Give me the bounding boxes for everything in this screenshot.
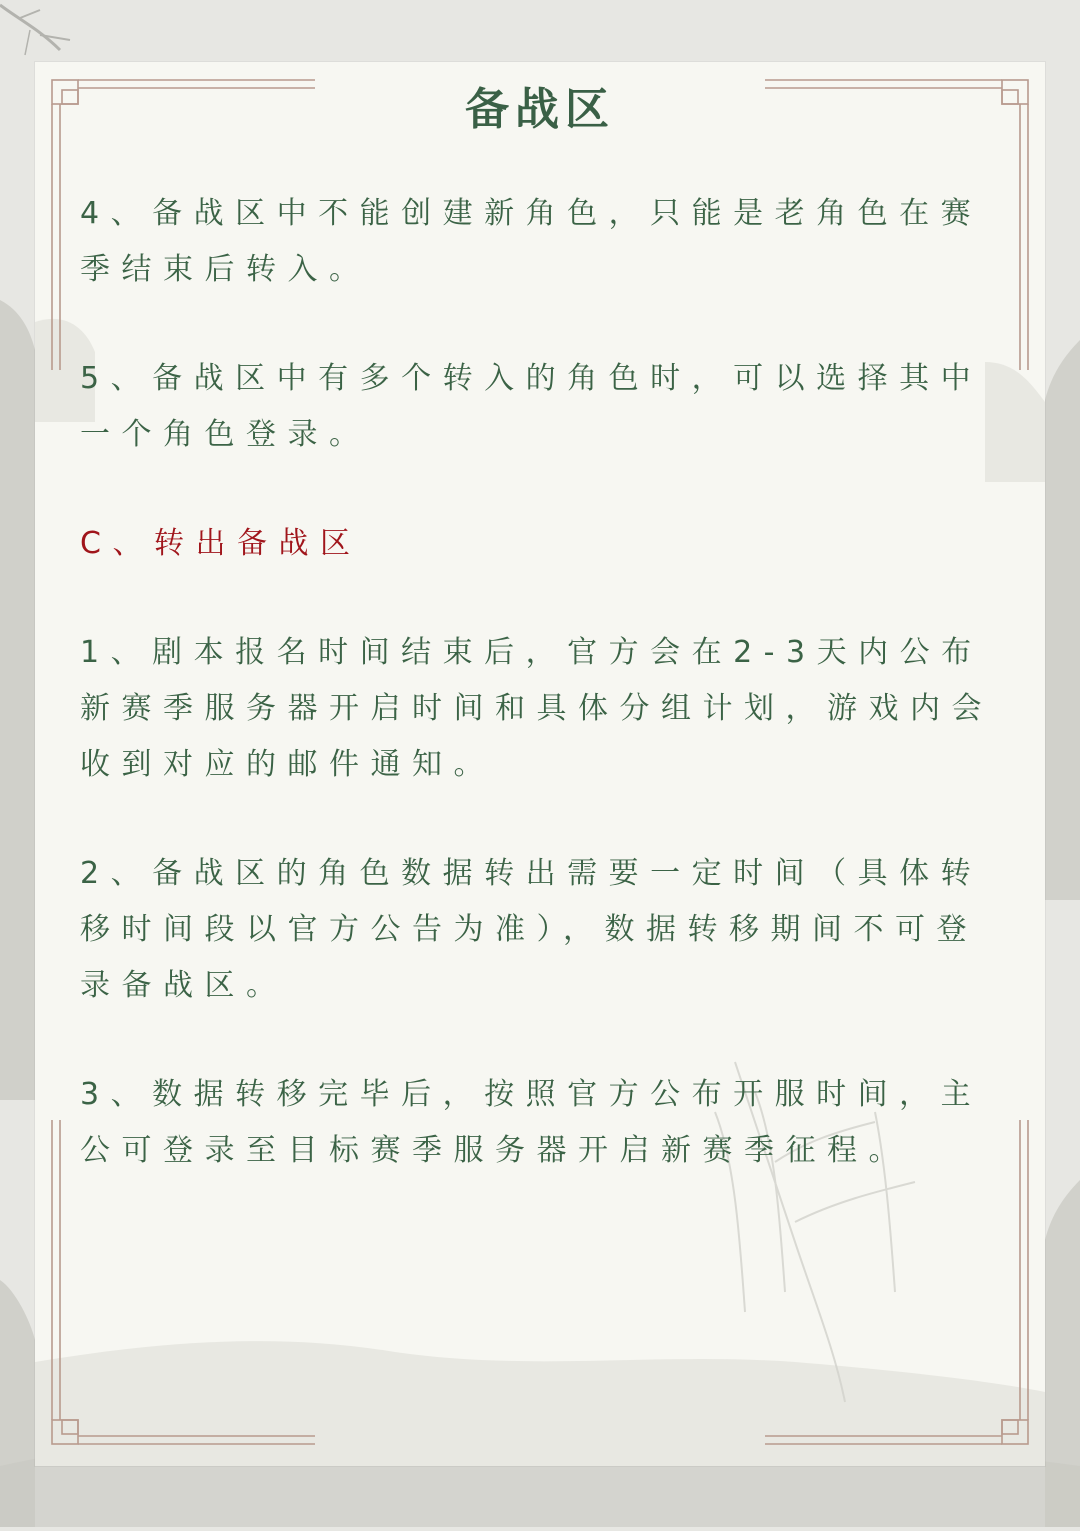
paragraph-5: 5、备战区中有多个转入的角色时，可以选择其中一个角色登录。: [80, 361, 983, 452]
paragraph-c2: 2、备战区的角色数据转出需要一定时间（具体转移时间段以官方公告为准），数据转移期间不可登录备战区。: [80, 856, 983, 1003]
page-title: 备战区: [465, 84, 615, 135]
paragraph-c1: 1、剧本报名时间结束后，官方会在2-3天内公布新赛季服务器开启时间和具体分组计划，游戏内会收到对应的邮件通知。: [80, 635, 993, 782]
paragraph-4: 4、备战区中不能创建新角色，只能是老角色在赛季结束后转入。: [80, 196, 983, 287]
section-heading: C、转出备战区: [80, 526, 362, 561]
article-body: [80, 186, 1000, 1232]
paragraph-c3: 3、数据转移完毕后，按照官方公布开服时间，主公可登录至目标赛季服务器开启新赛季征程。: [80, 1077, 983, 1168]
